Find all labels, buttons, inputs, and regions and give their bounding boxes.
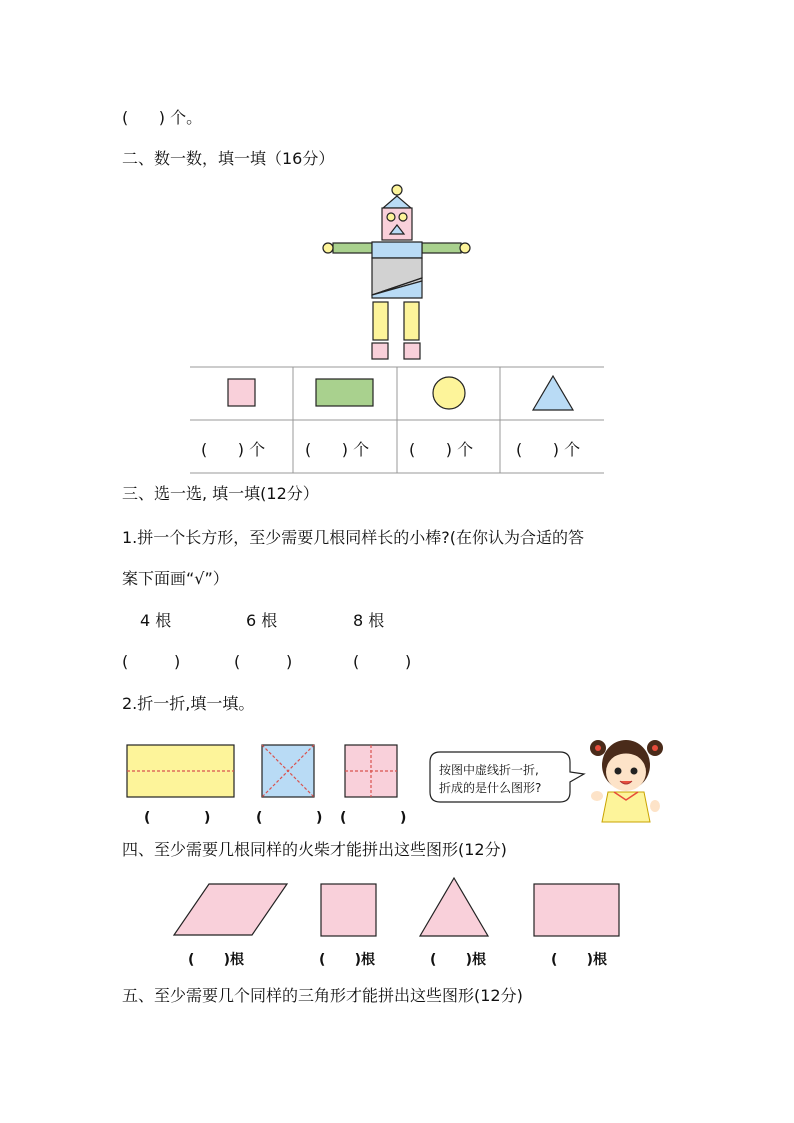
table-triangle-icon xyxy=(533,376,573,410)
section3-heading: 三、选一选, 填一填(12分） xyxy=(122,484,319,503)
option-bracket-6[interactable]: ( ) xyxy=(234,652,293,671)
robot-arm-left xyxy=(333,243,372,253)
robot-antenna xyxy=(392,185,402,195)
robot-arm-right xyxy=(422,243,461,253)
match-answer-parallelogram[interactable]: ( )根 xyxy=(188,952,245,968)
option-bracket-4[interactable]: ( ) xyxy=(122,652,181,671)
fold-answer-3[interactable]: ( ) xyxy=(340,810,407,826)
robot-foot-right xyxy=(404,343,420,359)
robot-hand-left xyxy=(323,243,333,253)
robot-eye-left xyxy=(387,213,395,221)
match-shapes xyxy=(174,878,619,936)
match-answer-triangle[interactable]: ( )根 xyxy=(430,952,487,968)
robot-foot-left xyxy=(372,343,388,359)
top-line: ( ) 个。 xyxy=(122,108,203,127)
robot-hat xyxy=(383,196,411,208)
robot-head xyxy=(382,208,412,240)
fold-answer-1[interactable]: ( ) xyxy=(144,810,211,826)
robot-leg-right xyxy=(404,302,419,340)
q1-line1: 1.拼一个长方形，至少需要几根同样长的小棒?(在你认为合适的答 xyxy=(122,528,585,547)
option-4: 4 根 xyxy=(140,611,172,630)
robot-eye-right xyxy=(399,213,407,221)
parallelogram-shape xyxy=(174,884,287,935)
table-rectangle-icon xyxy=(316,379,373,406)
q1-line2: 案下面画“√”） xyxy=(122,569,229,588)
match-answer-square[interactable]: ( )根 xyxy=(319,952,376,968)
fold-answer-2[interactable]: ( ) xyxy=(256,810,323,826)
girl-icon xyxy=(590,740,663,822)
robot-body-top xyxy=(372,242,422,258)
answer-triangles[interactable]: ( ) 个 xyxy=(516,440,581,459)
robot-leg-left xyxy=(373,302,388,340)
rectangle-shape xyxy=(534,884,619,936)
robot-figure xyxy=(323,185,470,359)
speech-line-1: 按图中虚线折一折, xyxy=(439,763,539,777)
table-square-icon xyxy=(228,379,255,406)
table-circle-icon xyxy=(433,377,465,409)
triangle-shape xyxy=(420,878,488,936)
match-answer-rectangle[interactable]: ( )根 xyxy=(551,952,608,968)
option-6: 6 根 xyxy=(246,611,278,630)
option-bracket-8[interactable]: ( ) xyxy=(353,652,412,671)
q2-text: 2.折一折,填一填。 xyxy=(122,694,255,713)
section4-heading: 四、至少需要几根同样的火柴才能拼出这些图形(12分) xyxy=(122,840,507,859)
square-shape xyxy=(321,884,376,936)
robot-hand-right xyxy=(460,243,470,253)
answer-squares[interactable]: ( ) 个 xyxy=(201,440,266,459)
option-8: 8 根 xyxy=(353,611,385,630)
speech-line-2: 折成的是什么图形? xyxy=(439,781,542,795)
section2-heading: 二、数一数，填一填（16分） xyxy=(122,149,335,168)
fold-shapes xyxy=(127,745,397,797)
section5-heading: 五、至少需要几个同样的三角形才能拼出这些图形(12分) xyxy=(122,986,523,1005)
answer-rectangles[interactable]: ( ) 个 xyxy=(305,440,370,459)
answer-circles[interactable]: ( ) 个 xyxy=(409,440,474,459)
